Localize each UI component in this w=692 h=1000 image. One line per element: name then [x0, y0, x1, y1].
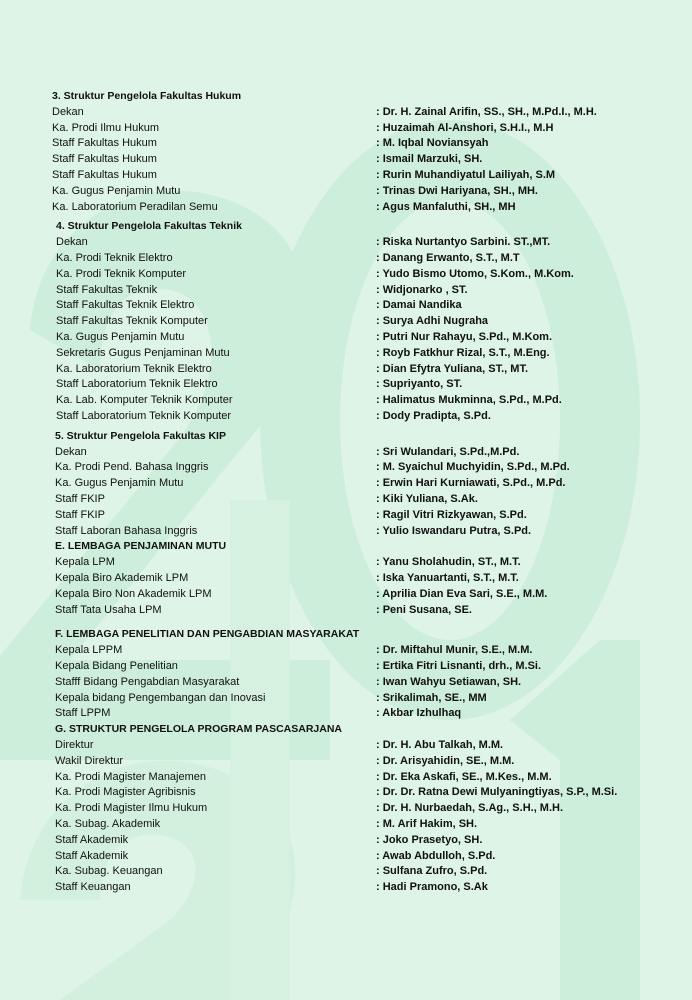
list-item [0, 508, 692, 523]
list-item [0, 314, 692, 329]
position-label: Ka. Prodi Magister Manajemen [55, 770, 207, 783]
position-label: Kepala Biro Akademik LPM [55, 572, 189, 584]
person-name: : Supriyanto, ST. [376, 378, 463, 391]
person-name: : Dr. H. Zainal Arifin, SS., SH., M.Pd.I., M.H. [376, 105, 597, 118]
position-label: Staff Tata Usaha LPM [55, 603, 162, 616]
person-name: : Aprilia Dian Eva Sari, S.E., M.M. [376, 587, 548, 600]
person-name: : M. Iqbal Noviansyah [376, 137, 489, 150]
list-item [0, 770, 692, 785]
position-label: Ka. Prodi Magister Agribisnis [55, 786, 196, 799]
list-item [0, 738, 692, 753]
position-label: Staff FKIP [55, 493, 105, 505]
position-label: Staff Fakultas Hukum [52, 169, 157, 181]
person-name: : Sri Wulandari, S.Pd.,M.Pd. [376, 445, 520, 458]
position-label: Ka. Subag. Akademik [55, 818, 161, 830]
person-name: : Surya Adhi Nugraha [376, 315, 489, 328]
list-item [0, 603, 692, 618]
position-label: Ka. Gugus Penjamin Mutu [52, 184, 181, 197]
position-label: Kepala LPM [55, 556, 115, 569]
list-item [0, 524, 692, 539]
position-label: Ka. Prodi Pend. Bahasa Inggris [55, 461, 209, 474]
list-item [0, 235, 692, 250]
list-item [0, 659, 692, 674]
person-name: : Halimatus Mukminna, S.Pd., M.Pd. [376, 394, 562, 407]
person-name: : Hadi Pramono, S.Ak [376, 881, 488, 894]
position-label: Kepala LPPM [55, 644, 123, 657]
list-item [0, 801, 692, 816]
list-item [0, 393, 692, 408]
list-item [0, 817, 692, 832]
position-label: Staff Laboratorium Teknik Elektro [56, 378, 218, 391]
position-label: Ka. Prodi Teknik Elektro [56, 252, 173, 264]
person-name: : Yulio Iswandaru Putra, S.Pd. [376, 524, 532, 537]
list-item [0, 785, 692, 800]
position-label: Ka. Prodi Magister Ilmu Hukum [55, 802, 208, 815]
list-item [0, 298, 692, 313]
position-label: Staff FKIP [55, 508, 105, 521]
person-name: : Dian Efytra Yuliana, ST., MT. [376, 362, 529, 375]
person-name: : Danang Erwanto, S.T., M.T [376, 252, 520, 264]
position-label: Dekan [52, 105, 84, 118]
position-label: Staff Fakultas Teknik Komputer [56, 315, 208, 328]
list-item [0, 121, 692, 136]
position-label: Staff Laboratorium Teknik Komputer [56, 410, 232, 422]
person-name: : Akbar Izhulhaq [376, 707, 462, 720]
person-name: : Ragil Vitri Rizkyawan, S.Pd. [376, 508, 527, 521]
position-label: Wakil Direktur [55, 754, 124, 767]
list-item [0, 643, 692, 658]
position-label: Staff Akademik [55, 849, 129, 862]
person-name: : Yudo Bismo Utomo, S.Kom., M.Kom. [376, 267, 574, 280]
list-item [0, 409, 692, 424]
person-name: : Putri Nur Rahayu, S.Pd., M.Kom. [376, 331, 553, 343]
position-label: Ka. Laboratorium Peradilan Semu [52, 200, 218, 213]
person-name: : Royb Fatkhur Rizal, S.T., M.Eng. [376, 346, 550, 359]
person-name: : Dr. Arisyahidin, SE., M.M. [376, 754, 515, 767]
person-name: : Damai Nandika [376, 299, 462, 312]
section-heading: F. LEMBAGA PENELITIAN DAN PENGABDIAN MASYARAKAT [55, 628, 360, 641]
person-name: : Riska Nurtantyo Sarbini. ST.,MT. [376, 236, 551, 249]
position-label: Ka. Gugus Penjamin Mutu [56, 331, 185, 343]
person-name: : Agus Manfaluthi, SH., MH [376, 200, 516, 213]
person-name: : Awab Abdulloh, S.Pd. [376, 849, 496, 862]
section-heading: 5. Struktur Pengelola Fakultas KIP [55, 429, 226, 442]
person-name: : Huzaimah Al-Anshori, S.H.I., M.H [376, 121, 554, 134]
list-item [0, 168, 692, 183]
position-label: Staff Fakultas Hukum [52, 153, 157, 166]
person-name: : Dr. H. Nurbaedah, S.Ag., S.H., M.H. [376, 802, 564, 815]
position-label: Dekan [56, 236, 88, 249]
person-name: : Dr. Miftahul Munir, S.E., M.M. [376, 644, 533, 657]
section-heading: G. STRUKTUR PENGELOLA PROGRAM PASCASARJANA [55, 723, 343, 736]
list-item [0, 105, 692, 120]
person-name: : M. Arif Hakim, SH. [376, 818, 478, 830]
list-item [0, 849, 692, 864]
list-item [0, 152, 692, 167]
position-label: Staff Fakultas Teknik Elektro [56, 299, 195, 312]
person-name: : Srikalimah, SE., MM [376, 691, 487, 704]
position-label: Stafff Bidang Pengabdian Masyarakat [55, 675, 240, 688]
list-item [0, 880, 692, 895]
person-name: : Joko Prasetyo, SH. [376, 833, 483, 846]
position-label: Staff Akademik [55, 833, 129, 846]
person-name: : M. Syaichul Muchyidin, S.Pd., M.Pd. [376, 461, 570, 474]
section-heading: E. LEMBAGA PENJAMINAN MUTU [55, 540, 227, 553]
list-item [0, 200, 692, 215]
person-name: : Widjonarko , ST. [376, 283, 468, 296]
person-name: : Rurin Muhandiyatul Lailiyah, S.M [376, 169, 556, 181]
position-label: Staff Fakultas Teknik [56, 283, 158, 296]
list-item [0, 833, 692, 848]
list-item [0, 136, 692, 151]
person-name: : Iwan Wahyu Setiawan, SH. [376, 675, 522, 688]
person-name: : Kiki Yuliana, S.Ak. [376, 493, 478, 505]
section-heading: 4. Struktur Pengelola Fakultas Teknik [56, 220, 242, 233]
position-label: Staff LPPM [55, 707, 111, 720]
list-item [0, 445, 692, 460]
person-name: : Sulfana Zufro, S.Pd. [376, 865, 488, 878]
person-name: : Iska Yanuartanti, S.T., M.T. [376, 572, 519, 584]
position-label: Staff Keuangan [55, 881, 131, 894]
list-item [0, 184, 692, 199]
list-item [0, 251, 692, 266]
position-label: Ka. Subag. Keuangan [55, 865, 163, 878]
list-item [0, 587, 692, 602]
list-item [0, 864, 692, 879]
position-label: Direktur [55, 739, 94, 751]
person-name: : Trinas Dwi Hariyana, SH., MH. [376, 184, 538, 197]
section-heading: 3. Struktur Pengelola Fakultas Hukum [52, 90, 242, 102]
list-item [0, 706, 692, 721]
list-item [0, 555, 692, 570]
person-name: : Ertika Fitri Lisnanti, drh., M.Si. [376, 660, 542, 672]
list-item [0, 460, 692, 475]
position-label: Staff Fakultas Hukum [52, 137, 157, 150]
list-item [0, 492, 692, 507]
list-item [0, 346, 692, 361]
person-name: : Dr. Eka Askafi, SE., M.Kes., M.M. [376, 770, 552, 783]
person-name: : Peni Susana, SE. [376, 603, 472, 616]
position-label: Ka. Gugus Penjamin Mutu [55, 477, 184, 490]
list-item [0, 377, 692, 392]
list-item [0, 330, 692, 345]
list-item [0, 267, 692, 282]
position-label: Staff Laboran Bahasa Inggris [55, 524, 198, 537]
list-item [0, 675, 692, 690]
position-label: Kepala bidang Pengembangan dan Inovasi [55, 691, 266, 704]
position-label: Sekretaris Gugus Penjaminan Mutu [56, 346, 230, 359]
position-label: Ka. Lab. Komputer Teknik Komputer [56, 394, 233, 407]
position-label: Ka. Laboratorium Teknik Elektro [56, 362, 212, 375]
list-item [0, 571, 692, 586]
person-name: : Ismail Marzuki, SH. [376, 153, 483, 166]
person-name: : Yanu Sholahudin, ST., M.T. [376, 556, 521, 569]
list-item [0, 362, 692, 377]
list-item [0, 691, 692, 706]
position-label: Ka. Prodi Ilmu Hukum [52, 121, 159, 134]
position-label: Ka. Prodi Teknik Komputer [56, 267, 187, 280]
list-item [0, 283, 692, 298]
list-item [0, 476, 692, 491]
person-name: : Erwin Hari Kurniawati, S.Pd., M.Pd. [376, 477, 566, 490]
position-label: Dekan [55, 445, 87, 458]
person-name: : Dr. H. Abu Talkah, M.M. [376, 739, 504, 751]
person-name: : Dody Pradipta, S.Pd. [376, 410, 491, 422]
person-name: : Dr. Dr. Ratna Dewi Mulyaningtiyas, S.P., M.Si. [376, 786, 618, 799]
position-label: Kepala Biro Non Akademik LPM [55, 587, 212, 600]
list-item [0, 754, 692, 769]
position-label: Kepala Bidang Penelitian [55, 660, 178, 672]
